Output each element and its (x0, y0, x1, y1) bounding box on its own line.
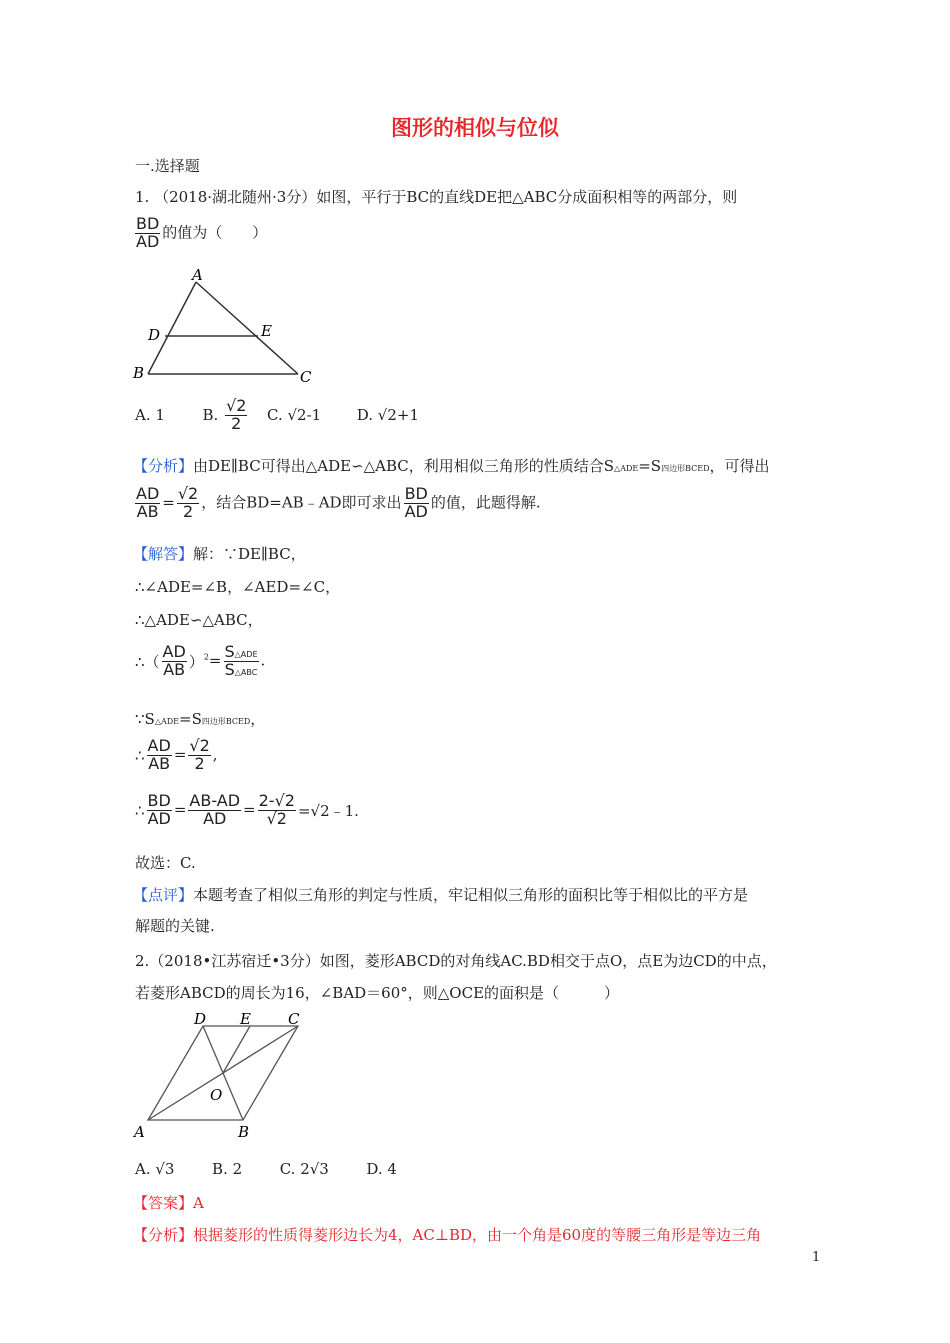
analysis-sub: △ADE (614, 464, 639, 473)
sub1: △ADE (154, 717, 180, 726)
option-a: A. 1 (135, 406, 165, 425)
den: S△ABC (224, 659, 258, 679)
page-title: 图形的相似与位似 (391, 116, 559, 140)
section-heading: 一.选择题 (135, 157, 200, 175)
den: AD (404, 501, 428, 521)
num: AB-AD (189, 791, 241, 810)
area-ratio (224, 644, 259, 679)
paren-close: ） (188, 652, 204, 671)
label-c: C (288, 1010, 300, 1028)
q1-analysis-line1 (133, 455, 770, 476)
q1-triangle-figure (128, 264, 328, 389)
page-number: 1 (812, 1250, 821, 1265)
label-o: O (210, 1086, 223, 1104)
q2-rhombus-figure (128, 1010, 318, 1145)
q2-analysis: 【分析】根据菱形的性质得菱形边长为4，AC⊥BD，由一个角是60度的等腰三角形是等边三角 (133, 1226, 762, 1244)
solution-tag: 【解答】 (133, 545, 194, 563)
q1-solution-line5 (135, 708, 265, 729)
because-s: ∵S (135, 710, 155, 728)
analysis-text-b: ，可得出 (709, 457, 770, 475)
label-c: C (300, 368, 312, 386)
label-e: E (240, 1010, 251, 1028)
analysis-text-d: 的值，此题得解. (430, 493, 541, 512)
therefore: ∴ (135, 746, 145, 765)
q1-solution-line7: ∴ $\frac{BD}{AD}$ = $\frac{AB-AD}{AD}$ = $\frac{2-√2}{√2}$ =√2﹣1. (135, 791, 359, 828)
option-d: D. 4 (366, 1160, 397, 1178)
result: =√2﹣1. (297, 801, 359, 820)
option-b-num: √2 (226, 396, 247, 415)
den: AD (203, 808, 227, 828)
q1-stem-line1: 1. （2018·湖北随州·3分）如图，平行于BC的直线DE把△ABC分成面积相等的两部分，则 (135, 188, 738, 206)
q1-stem-line2 (133, 216, 267, 251)
ad-ab-fraction (147, 738, 172, 773)
sqrt2-over-2 (177, 486, 199, 521)
comment-text: 本题考查了相似三角形的判定与性质，牢记相似三角形的面积比等于相似比的平方是 (193, 886, 749, 904)
q1-solution-line3: ∴△ADE∽△ABC， (135, 611, 263, 629)
comment-tag: 【点评】 (133, 886, 194, 904)
paren-open: ∴（ (135, 652, 160, 671)
analysis-tag: 【分析】 (133, 457, 194, 475)
den: AB (163, 659, 186, 679)
option-c: C. √2-1 (267, 406, 322, 425)
q2-answer: 【答案】A (133, 1194, 204, 1212)
label-b: B (238, 1123, 250, 1141)
q1-comment-line1 (133, 884, 748, 905)
analysis-text: 由DE∥BC可得出△ADE∽△ABC，利用相似三角形的性质结合S (193, 457, 615, 475)
q1-solution-line1 (133, 543, 306, 564)
eq: =S (179, 710, 202, 728)
den: √2 (266, 808, 287, 828)
q1-comment-line2: 解题的关键. (135, 917, 215, 935)
option-c: C. 2√3 (279, 1160, 329, 1178)
two-minus-sqrt2-fraction (258, 793, 296, 828)
q1-solution-line2: ∴∠ADE=∠B，∠AED=∠C， (135, 578, 341, 596)
num: 2-√2 (258, 791, 295, 810)
bd-ad-fraction (147, 793, 172, 828)
q1-solution-line4: ∴（ $\frac{AD}{AB}$ ）$^2$= $\frac{\text{S△ADE}}{\text{S△ABC}}$ . (135, 642, 266, 679)
solution-text: 解：∵DE∥BC， (193, 545, 306, 563)
analysis-sub2: 四边形BCED (661, 464, 710, 473)
option-b-den: 2 (231, 413, 242, 433)
option-b-fraction (225, 398, 247, 433)
num: S△ADE (224, 642, 258, 661)
num: AD (147, 736, 171, 755)
num: BD (404, 484, 428, 503)
den: AD (147, 808, 171, 828)
den: 2 (182, 501, 194, 521)
den: 2 (194, 753, 205, 773)
fraction-denominator: AD (136, 231, 160, 251)
label-a: A (192, 266, 203, 284)
label-b: B (133, 364, 145, 382)
label-d: D (148, 326, 161, 344)
num: √2 (189, 736, 210, 755)
q1-analysis-line2: $\frac{AD}{AB}$ = $\frac{√2}{2}$ ，结合BD=AB﹣AD即可求出 $\frac{BD}{AD}$ 的值，此题得解. (136, 484, 541, 521)
num: AD (136, 484, 160, 503)
num: BD (147, 791, 171, 810)
bd-ad-fraction (404, 486, 429, 521)
label-a: A (134, 1123, 145, 1141)
option-b: B. (202, 406, 219, 425)
q1-fraction (135, 216, 160, 251)
end: ， (250, 710, 266, 728)
therefore: ∴ (135, 801, 145, 820)
q2-options (135, 1160, 397, 1178)
q2-stem-line2: 若菱形ABCD的周长为16，∠BAD＝60°，则△OCE的面积是（ ） (135, 984, 620, 1002)
ab-ad-fraction (188, 793, 241, 828)
analysis-text-c: ，结合BD=AB﹣AD即可求出 (201, 493, 402, 512)
option-a: A. √3 (135, 1160, 175, 1178)
square-sup: 2 (203, 652, 209, 662)
option-b: B. 2 (212, 1160, 243, 1178)
option-d: D. √2+1 (356, 406, 420, 425)
num: AD (162, 642, 186, 661)
analysis-eq: =S (638, 457, 662, 475)
q1-solution-line6: ∴ $\frac{AD}{AB}$ = $\frac{√2}{2}$ , (135, 736, 218, 773)
fraction-numerator: BD (136, 214, 160, 233)
den: AB (148, 753, 171, 773)
num: √2 (177, 484, 199, 503)
q1-stem-tail: 的值为（ ） (162, 223, 268, 242)
den: AB (136, 501, 159, 521)
q2-stem-line1: 2.（2018•江苏宿迁•3分）如图，菱形ABCD的对角线AC.BD相交于点O，点E为边CD的中点， (135, 952, 777, 970)
q1-options (135, 398, 419, 433)
sqrt2-over-2 (188, 738, 210, 773)
ad-ab-fraction (135, 486, 160, 521)
label-d: D (194, 1010, 207, 1028)
sub2: 四边形BCED (201, 717, 251, 726)
label-e: E (261, 322, 272, 340)
q1-choose: 故选：C. (135, 854, 196, 872)
ad-ab-fraction (162, 644, 187, 679)
